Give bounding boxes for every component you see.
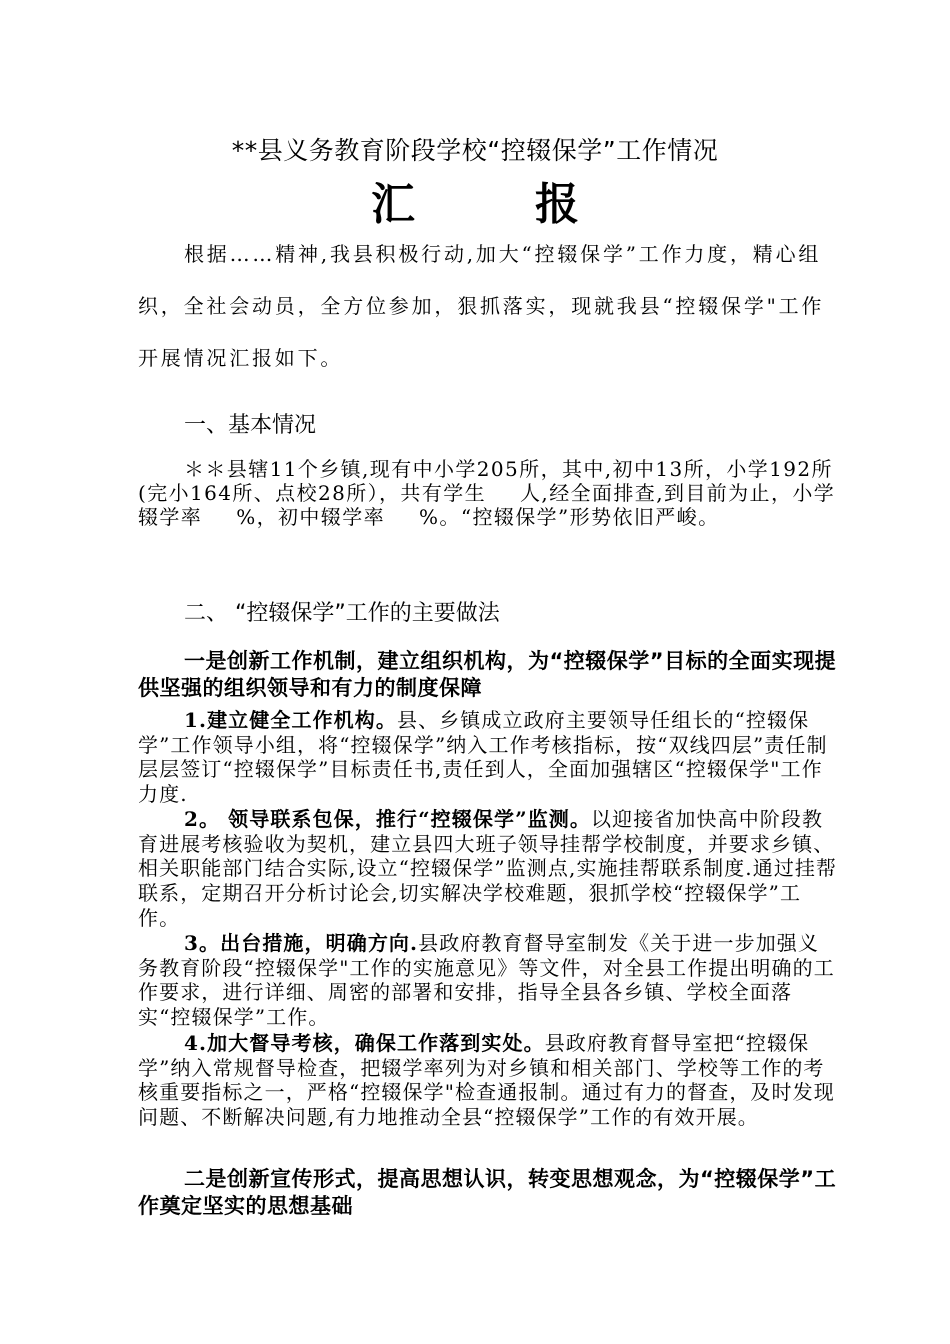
item-2-paragraph: 2。 领导联系包保，推行“控辍保学”监测。以迎接省加快高中阶段教育进展考核验收为契机，建立县四大班子领导挂帮学校制度，并要求乡镇、相关职能部门结合实际,设立“控辍保学”监测点,实施挂帮联系制度.通过挂帮联系，定期召开分析讨论会,切实解决学校难题，狠抓学校“控辍保学”工作。	[138, 807, 838, 930]
item-1-paragraph: 1.建立健全工作机构。县、乡镇成立政府主要领导任组长的“控辍保学”工作领导小组，将“控辍保学”纳入工作考核指标，按“双线四层”责任制层层签订“控辍保学”目标责任书,责任到人，全面加强辖区“控辍保学"工作力度.	[138, 708, 828, 807]
subheading-mechanism: 一是创新工作机制，建立组织机构，为“控辍保学”目标的全面实现提供坚强的组织领导和有力的制度保障	[138, 649, 837, 700]
item-4-paragraph: 4.加大督导考核，确保工作落到实处。县政府教育督导室把“控辍保学”纳入常规督导检查，把辍学率列为对乡镇和相关部门、学校等工作的考核重要指标之一，严格“控辍保学"检查通报制。通过有力的督查，及时发现问题、不断解决问题,有力地推动全县“控辍保学”工作的有效开展。	[138, 1031, 835, 1130]
title-char-2: 报	[535, 179, 579, 230]
item-4-lead: 4.加大督导考核，确保工作落到实处。	[184, 1031, 545, 1055]
document-title: **县义务教育阶段学校“控辍保学”工作情况	[231, 136, 719, 165]
title-char-1: 汇	[371, 179, 415, 230]
item-3-lead: 3。出台措施，明确方向.	[184, 931, 419, 955]
document-title-report	[0, 168, 950, 232]
item-2-lead: 2。 领导联系包保，推行“控辍保学”监测。	[184, 807, 591, 831]
item-1-lead: 1.建立健全工作机构。	[184, 708, 397, 732]
section-heading-measures: 二、 “控辍保学”工作的主要做法	[184, 601, 500, 626]
intro-paragraph: 根据……精神,我县积极行动,加大“控辍保学”工作力度，精心组织，全社会动员，全方位参加，狠抓落实，现就我县“控辍保学"工作开展情况汇报如下。	[138, 242, 825, 370]
subheading-publicity: 二是创新宣传形式，提高思想认识，转变思想观念，为“控辍保学”工作奠定坚实的思想基础	[138, 1167, 837, 1218]
section-heading-basic: 一、基本情况	[184, 413, 317, 438]
basic-paragraph: ＊＊县辖11个乡镇,现有中小学205所，其中,初中13所，小学192所(完小164所、点校28所），共有学生 人,经全面排查,到目前为止，小学辍学率 %，初中辍学率 %。“控辍保学”形势依旧严峻。	[138, 457, 836, 529]
item-3-paragraph: 3。出台措施，明确方向.县政府教育督导室制发《关于进一步加强义务教育阶段“控辍保学"工作的实施意见》等文件，对全县工作提出明确的工作要求，进行详细、周密的部署和安排，指导全县各乡镇、学校全面落实“控辍保学”工作。	[138, 931, 835, 1030]
